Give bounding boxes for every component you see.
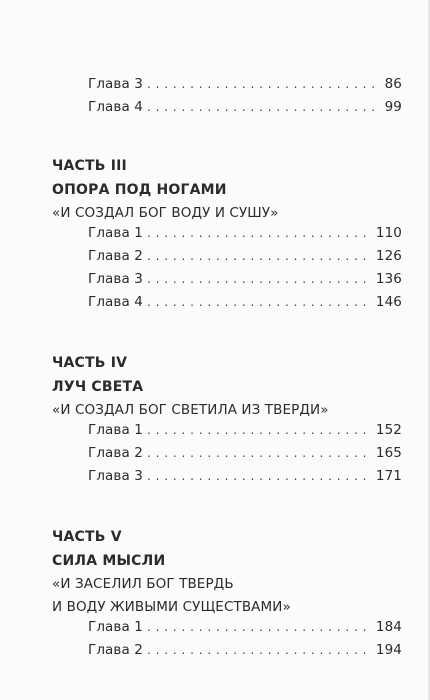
part-heading: ЧАСТЬ IV [52,355,128,371]
chapter-label: Глава 2 [88,642,143,658]
part-quote: «И СОЗДАЛ БОГ ВОДУ И СУШУ» [52,205,279,221]
part-quote: «И ЗАСЕЛИЛ БОГ ТВЕРДЬ [52,576,234,592]
toc-entry[interactable] [52,619,402,642]
chapter-label: Глава 3 [88,468,143,484]
part-heading: ЧАСТЬ V [52,529,122,545]
toc-entry[interactable] [52,294,402,317]
chapter-label: Глава 2 [88,248,143,264]
toc-entry[interactable] [52,99,402,122]
dot-leader [147,642,372,658]
chapter-label: Глава 1 [88,422,143,438]
part-title: СИЛА МЫСЛИ [52,553,166,569]
toc-entry[interactable] [52,76,402,99]
part-section [52,525,402,665]
part-title: ОПОРА ПОД НОГАМИ [52,182,227,198]
dot-leader [147,422,372,438]
part-quote: «И СОЗДАЛ БОГ СВЕТИЛА ИЗ ТВЕРДИ» [52,402,329,418]
dot-leader [147,76,381,92]
chapter-label: Глава 3 [88,271,143,287]
page-number: 99 [384,99,402,115]
chapter-label: Глава 1 [88,619,143,635]
page-number: 165 [375,445,402,461]
dot-leader [147,445,372,461]
page-number: 171 [375,468,402,484]
toc-entry[interactable] [52,468,402,491]
toc-entry[interactable] [52,422,402,445]
chapter-label: Глава 1 [88,225,143,241]
toc-entry[interactable] [52,445,402,468]
page-number: 152 [375,422,402,438]
dot-leader [147,271,372,287]
part-quote: И ВОДУ ЖИВЫМИ СУЩЕСТВАМИ» [52,599,291,615]
dot-leader [147,294,372,310]
part-title: ЛУЧ СВЕТА [52,379,144,395]
part-heading: ЧАСТЬ III [52,158,127,174]
table-of-contents [52,76,402,665]
page-number: 126 [375,248,402,264]
dot-leader [147,468,372,484]
part-section [52,351,402,491]
page-number: 110 [375,225,402,241]
dot-leader [147,619,372,635]
toc-entry[interactable] [52,225,402,248]
continued-chapter-list [52,76,402,122]
chapter-label: Глава 4 [88,99,143,115]
page-number: 184 [375,619,402,635]
toc-entry[interactable] [52,271,402,294]
chapter-label: Глава 2 [88,445,143,461]
page-number: 194 [375,642,402,658]
toc-entry[interactable] [52,248,402,271]
toc-entry[interactable] [52,642,402,665]
chapter-label: Глава 4 [88,294,143,310]
dot-leader [147,248,372,264]
page-number: 136 [375,271,402,287]
dot-leader [147,99,381,115]
part-section [52,154,402,317]
page-number: 86 [384,76,402,92]
page-number: 146 [375,294,402,310]
dot-leader [147,225,372,241]
chapter-label: Глава 3 [88,76,143,92]
